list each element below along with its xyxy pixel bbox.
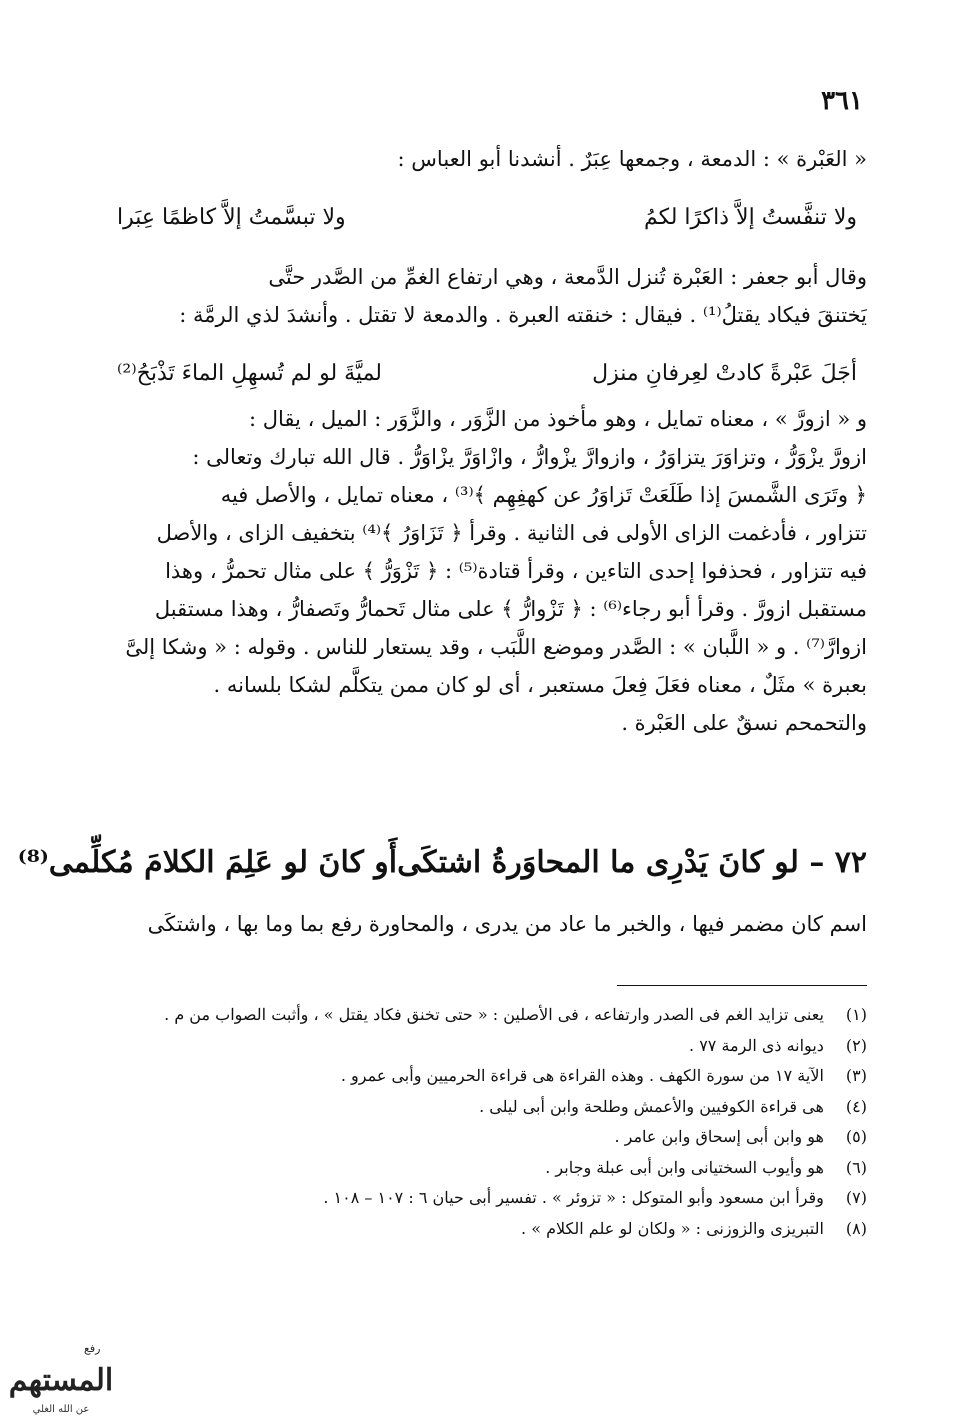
verse-number: ٧٢ – [809, 844, 867, 880]
text-line: ازورَّ يزْوَرُّ ، وتزاوَرَ يتزاوَرُ ، وازوارَّ يزْوارُّ ، وازْاوَرَّ يزْاوَرُّ . قال الله تبارك وتعالى : [192, 445, 867, 469]
heading-second-hemistich: أَو كانَ لو عَلِمَ الكلامَ مُكلِّمى⁽⁸⁾ [17, 844, 398, 880]
seal-main-text: المستهم [8, 1363, 114, 1398]
commentary-body [107, 140, 867, 742]
verse-1 [107, 192, 867, 244]
seal-sub-text: عن الله الغلي [32, 1404, 90, 1415]
footnote-number: (٤) [845, 1096, 867, 1116]
footnote-number: (٧) [845, 1188, 867, 1207]
footnote-number: (٣) [845, 1066, 867, 1085]
footnote-text: الآية ١٧ من سورة الكهف . وهذه القراءة هى قراءة الحرميين وأبى عمرو . [340, 1066, 824, 1085]
footnote-item [107, 1214, 867, 1245]
footnote-item [107, 1153, 867, 1184]
text-line: مستقبل ازورَّ . وقرأ أبو رجاء⁽⁶⁾ : ﴿ تَزْوارُّ ﴾ على مثال تَحمارُّ وتَصفارُّ ، وهذا مستقبل [154, 597, 867, 621]
footnote-number: (٢) [845, 1035, 867, 1055]
footnote-item [107, 1092, 867, 1123]
footnote-divider [617, 985, 867, 986]
footnote-number: (١) [845, 1005, 867, 1024]
footnote-text: وقرأ ابن مسعود وأبو المتوكل : « تزوئر » . تفسير أبى حيان ٦ : ١٠٧ – ١٠٨ . [323, 1188, 824, 1207]
verse-2-first-hemistich: أجَلَ عَبْرةً كادتْ لعِرفانِ منزل [592, 361, 857, 386]
page-number: ٣٦١ [821, 86, 863, 116]
text-line: فيه تتزاور ، فحذفوا إحدى التاءين ، وقرأ قتادة⁽⁵⁾ : ﴿ تَزْوَرُّ ﴾ على مثال تحمرُّ ، وهذا [165, 559, 867, 583]
text-line: تتزاور ، فأدغمت الزاى الأولى فى الثانية . وقرأ ﴿ تَزَاوَرُ ﴾⁽⁴⁾ بتخفيف الزاى ، والأصل [156, 521, 867, 545]
verse-1-first-hemistich: ولا تنفَّستُ إلاَّ ذاكرًا لكمُ [643, 205, 857, 230]
footnote-item [107, 1122, 867, 1153]
footnote-text: هو وابن أبى إسحاق وابن عامر . [614, 1127, 824, 1146]
heading-first-text: لو كانَ يَدْرِى ما المحاوَرةُ اشتكَى [397, 844, 799, 880]
verse-2-second-hemistich: لميَّةَ لو لم تُسهِلِ الماءَ تَذْبَحُ⁽²⁾ [117, 361, 382, 386]
text-line: « العَبْرة » : الدمعة ، وجمعها عِبَرٌ . أنشدنا أبو العباس : [397, 147, 867, 171]
library-seal-logo [6, 1338, 116, 1418]
heading-commentary-line: اسم كان مضمر فيها ، والخبر ما عاد من يدرى ، والمحاورة رفع بما وما بها ، واشتكَى [147, 912, 867, 936]
heading-first-hemistich [397, 845, 867, 880]
footnote-number: (٨) [845, 1218, 867, 1238]
text-line: ازوارَّ⁽⁷⁾ . و « اللَّبان » : الصَّدر وموضع اللَّبَب ، وقد يستعار للناس . وقوله : « وشكا إلىَّ [125, 635, 867, 659]
text-line: بعبرة » مثَلٌ ، معناه فعَلَ فِعلَ مستعبر ، أى لو كان ممن يتكلَّم لشكا بلسانه . [213, 673, 867, 697]
verse-heading-72 [17, 832, 867, 892]
text-line: وقال أبو جعفر : العَبْرة تُنزل الدَّمعة ، وهي ارتفاع الغمِّ من الصَّدر حتَّى [268, 265, 867, 289]
footnote-text: هى قراءة الكوفيين والأعمش وطلحة وابن أبى ليلى . [479, 1096, 824, 1116]
footnote-item [107, 1183, 867, 1214]
footnote-text: هو وأيوب السختيانى وابن أبى عبلة وجابر . [545, 1157, 824, 1177]
footnote-text: يعنى تزايد الغم فى الصدر وارتفاعه ، فى الأصلين : « حتى تخنق فكاد يقتل » ، وأثبت الصواب من م . [164, 1005, 824, 1024]
verse-1-second-hemistich: ولا تبسَّمتُ إلاَّ كاظمًا عِبَرا [117, 205, 346, 230]
footnote-text: التبريزى والزوزنى : « ولكان لو علم الكلام » . [521, 1218, 824, 1238]
footnotes [107, 1000, 867, 1244]
text-line: يَختنقَ فيكاد يقتلُ⁽¹⁾ . فيقال : خنقته العبرة . والدمعة لا تقتل . وأنشدَ لذي الرمَّة : [179, 303, 867, 327]
footnote-text: ديوانه ذى الرمة ٧٧ . [689, 1035, 824, 1055]
text-line: والتحمحم نسقٌ على العَبْرة . [621, 711, 867, 735]
text-line: و « ازورَّ » ، معناه تمايل ، وهو مأخوذ من الزَّوَر ، والزَّوَر : الميل ، يقال : [249, 407, 867, 431]
text-line: ﴿ وتَرَى الشَّمسَ إذا طَلَعَتْ تَزاوَرُ عن كهفِهِم ﴾⁽³⁾ ، معناه تمايل ، والأصل فيه [220, 483, 867, 507]
footnote-number: (٦) [845, 1157, 867, 1177]
footnote-item [107, 1000, 867, 1031]
verse-2 [107, 348, 867, 400]
footnote-number: (٥) [845, 1127, 867, 1146]
footnote-item [107, 1061, 867, 1092]
seal-top-text: رفع [84, 1342, 101, 1355]
footnote-item [107, 1031, 867, 1062]
